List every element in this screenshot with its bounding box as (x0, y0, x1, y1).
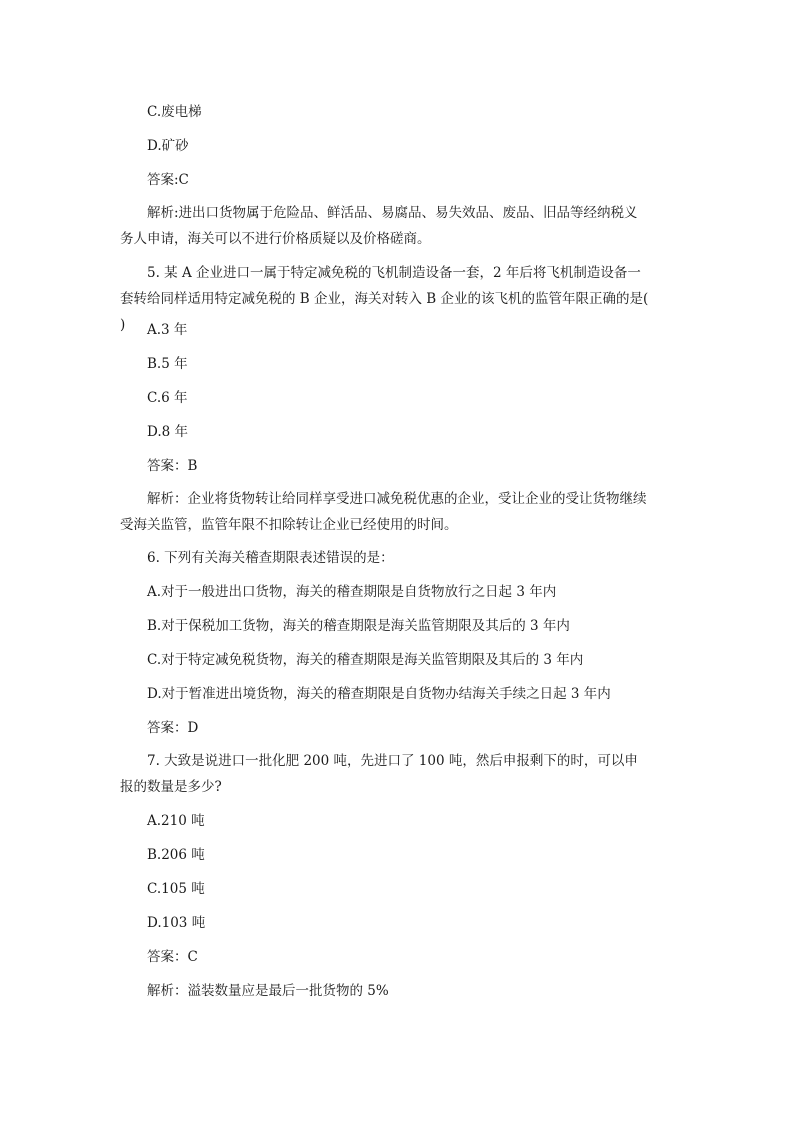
q5-option-a: A.3 年 (147, 322, 188, 338)
q5-question: 5. 某 A 企业进口一属于特定减免税的飞机制造设备一套，2 年后将飞机制造设备一套转给同样适用特定减免税的 B 企业，海关对转入 B 企业的该飞机的监管年限正确的是( ) (120, 265, 649, 333)
q5-option-c: C.6 年 (147, 390, 188, 406)
q7-option-c: C.105 吨 (147, 881, 205, 897)
q4-option-d: D.矿砂 (147, 138, 189, 154)
q7-option-d: D.103 吨 (147, 915, 206, 931)
q6-option-d: D.对于暂准进出境货物，海关的稽查期限是自货物办结海关手续之日起 3 年内 (147, 686, 611, 702)
q6-option-b: B.对于保税加工货物，海关的稽查期限是海关监管期限及其后的 3 年内 (147, 618, 570, 634)
q6-answer: 答案：D (147, 720, 199, 736)
q4-answer: 答案:C (147, 172, 189, 188)
q7-option-b: B.206 吨 (147, 847, 205, 863)
q6-question: 6. 下列有关海关稽查期限表述错误的是： (147, 550, 394, 566)
q7-option-a: A.210 吨 (147, 813, 205, 829)
q4-option-c: C.废电梯 (147, 104, 202, 120)
q6-option-c: C.对于特定减免税货物，海关的稽查期限是海关监管期限及其后的 3 年内 (147, 652, 584, 668)
q6-option-a: A.对于一般进出口货物，海关的稽查期限是自货物放行之日起 3 年内 (147, 584, 557, 600)
q7-analysis: 解析：溢装数量应是最后一批货物的 5% (147, 983, 389, 999)
q5-answer: 答案：B (147, 458, 198, 474)
q5-option-b: B.5 年 (147, 356, 188, 372)
q7-answer: 答案：C (147, 949, 198, 965)
q4-analysis: 解析:进出口货物属于危险品、鲜活品、易腐品、易失效品、废品、旧品等经纳税义务人申请，海关可以不进行价格质疑以及价格磋商。 (120, 205, 638, 247)
q5-analysis: 解析：企业将货物转让给同样享受进口减免税优惠的企业，受让企业的受让货物继续受海关监管，监管年限不扣除转让企业已经使用的时间。 (120, 491, 647, 533)
q7-question: 7. 大致是说进口一批化肥 200 吨，先进口了 100 吨，然后申报剩下的时，可以申报的数量是多少? (120, 753, 638, 795)
q5-option-d: D.8 年 (147, 424, 189, 440)
